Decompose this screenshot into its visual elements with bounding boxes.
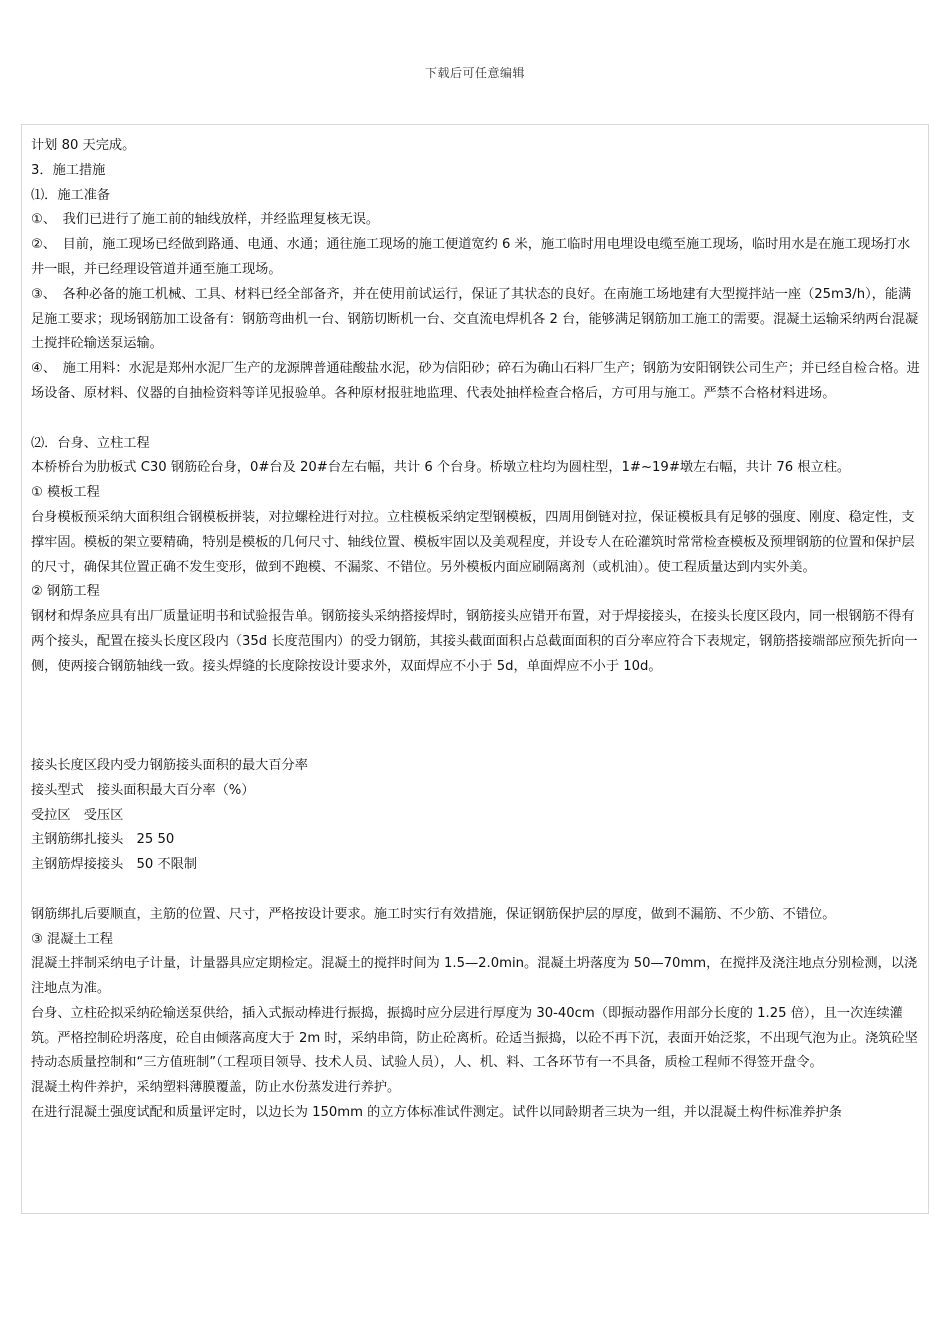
spacer (31, 878, 923, 903)
item-heading: ③ 混凝土工程 (31, 931, 113, 947)
paragraph: 钢筋绑扎后要顺直，主筋的位置、尺寸，严格按设计要求。施工时实行有效措施，保证钢筋保护层的厚度，做到不漏筋、不少筋、不错位。 (31, 906, 836, 922)
paragraph: 台身模板预采纳大面积组合钢模板拼装，对拉螺栓进行对拉。立柱模板采纳定型钢模板，四周用倒链对拉，保证模板具有足够的强度、刚度、稳定性，支撑牢固。模板的架立要精确，特别是模板的几何尺寸、轴线位置、模板牢固以及美观程度，并设专人在砼灌筑时常常检查模板及预埋钢筋的位置和保护层的尺寸，确保其位置正确不发生变形，做到不跑模、不漏浆、不错位。另外模板内面应刷隔离剂（或机油）。使工程质量达到内实外美。 (31, 509, 915, 575)
paragraph: 本桥桥台为肋板式 C30 钢筋砼台身，0#台及 20#台左右幅，共计 6 个台身。桥墩立柱均为圆柱型，1#~19#墩左右幅，共计 76 根立柱。 (31, 460, 851, 476)
paragraph: ③、 各种必备的施工机械、工具、材料已经全部备齐，并在使用前试运行，保证了其状态的良好。在南施工场地建有大型搅拌站一座（25m3/h），能满足施工要求；现场钢筋加工设备有：钢筋弯曲机一台、钢筋切断机一台、交直流电焊机各 2 台，能够满足钢筋加工施工的需要。混凝土运输采纳两台混凝土搅拌砼输送泵运输。 (31, 286, 919, 352)
paragraph: 混凝土构件养护，采纳塑料薄膜覆盖，防止水份蒸发进行养护。 (31, 1080, 401, 1096)
item-heading: ① 模板工程 (31, 485, 100, 501)
paragraph: 台身、立柱砼拟采纳砼输送泵供给，插入式振动棒进行振捣，振捣时应分层进行厚度为 30-40cm（即振动器作用部分长度的 1.25 倍），且一次连续灌筑。严格控制砼坍落度，砼自由倾落高度大于 2m 时，采纳串筒，防止砼离析。砼适当振捣，以砼不再下沉，表面开始泛浆，不出现气泡为止。浇筑砼坚持动态质量控制和“三方值班制”（工程项目领导、技术人员、试验人员），人、机、料、工各环节有一不具备，质检工程师不得签开盘令。 (31, 1005, 918, 1071)
document-body (31, 134, 923, 1126)
table-row: 主钢筋焊接接头 50 不限制 (31, 857, 198, 873)
table-title: 接头长度区段内受力钢筋接头面积的最大百分率 (31, 757, 308, 773)
paragraph: 在进行混凝土强度试配和质量评定时，以边长为 150mm 的立方体标准试件测定。试件以同龄期者三块为一组，并以混凝土构件标准养护条 (31, 1105, 842, 1121)
table-row: 主钢筋绑扎接头 25 50 (31, 832, 175, 848)
spacer (31, 680, 923, 754)
table-header: 接头型式 接头面积最大百分率（%） (31, 782, 255, 798)
paragraph: 计划 80 天完成。 (31, 138, 136, 153)
paragraph: 钢材和焊条应具有出厂质量证明书和试验报告单。钢筋接头采纳搭接焊时，钢筋接头应错开布置，对于焊接接头，在接头长度区段内，同一根钢筋不得有两个接头，配置在接头长度区段内（35d 长度范围内）的受力钢筋，其接头截面面积占总截面面积的百分率应符合下表规定，钢筋搭接端部应预先折向一侧，使两接合钢筋轴线一致。接头焊缝的长度除按设计要求外，双面焊应不小于 5d，单面焊应不小于 10d。 (31, 609, 918, 674)
paragraph: ②、 目前，施工现场已经做到路通、电通、水通；通往施工现场的施工便道宽约 6 米，施工临时用电埋设电缆至施工现场，临时用水是在施工现场打水井一眼，并已经理设管道并通至施工现场。 (31, 237, 911, 277)
item-heading: ② 钢筋工程 (31, 584, 100, 600)
section-heading: 3．施工措施 (31, 162, 106, 178)
subsection-heading: ⑵．台身、立柱工程 (31, 435, 150, 451)
paragraph: 混凝土拌制采纳电子计量，计量器具应定期检定。混凝土的搅拌时间为 1.5—2.0min。混凝土坍落度为 50—70mm，在搅拌及浇注地点分别检测，以浇注地点为准。 (31, 956, 918, 997)
table-subheader: 受拉区 受压区 (31, 807, 124, 823)
page-header: 下载后可任意编辑 (424, 66, 525, 80)
paragraph: ④、 施工用料：水泥是郑州水泥厂生产的龙源牌普通硅酸盐水泥，砂为信阳砂；碎石为确山石料厂生产；钢筋为安阳钢铁公司生产；并已经自检合格。进场设备、原材料、仪器的自抽检资料等详见报验单。各种原材报驻地监理、代表处抽样检查合格后，方可用与施工。严禁不合格材料进场。 (31, 361, 920, 401)
spacer (31, 407, 923, 432)
subsection-heading: ⑴．施工准备 (31, 187, 111, 203)
paragraph: ①、 我们已进行了施工前的轴线放样，并经监理复核无误。 (31, 212, 380, 228)
